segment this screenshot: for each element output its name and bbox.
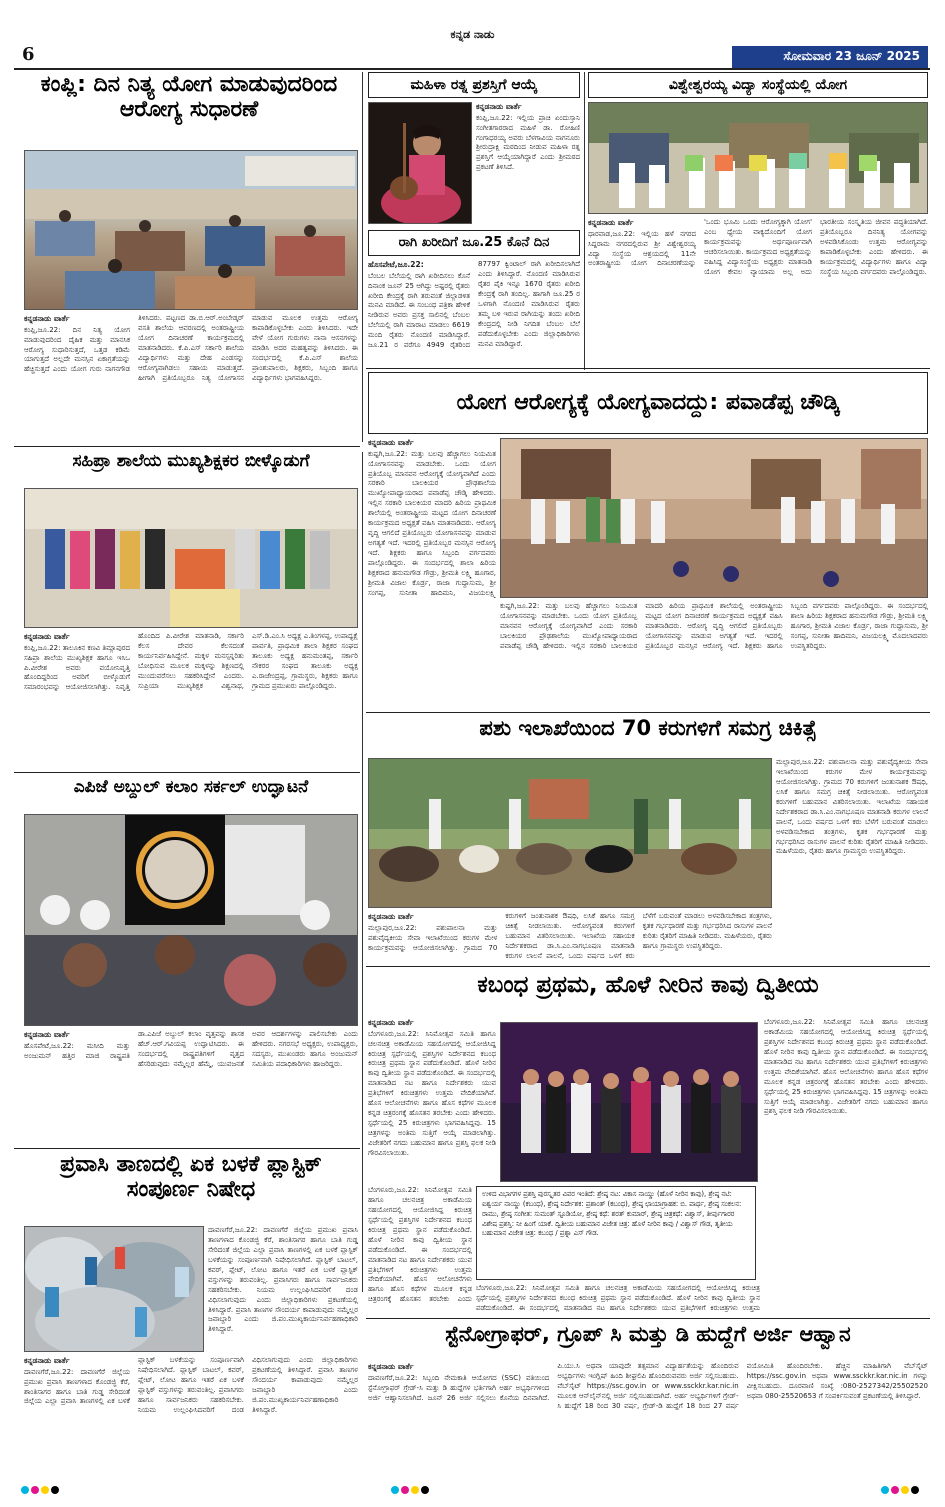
film-awards-photo	[500, 1022, 758, 1182]
headline: ಸ್ಟೆನೋಗ್ರಾಫರ್, ಗ್ರೂಪ್ ಸಿ ಮತ್ತು ಡಿ ಹುದ್ದೆಗೆ ಅರ್ಜಿ ಆಹ್ವಾನ	[445, 1322, 851, 1346]
article-body-bottom	[476, 1284, 760, 1314]
divider	[14, 1148, 360, 1149]
header-rule	[14, 68, 930, 70]
headline: ಕಬಂಧ ಪ್ರಥಮ, ಹೊಳೆ ನೀರಿನ ಕಾವು ದ್ವಿತೀಯ	[477, 972, 819, 998]
byline: ಹೊಸಪೇಟೆ,ಜೂ.22:	[368, 260, 424, 269]
byline: ಕನ್ನಡನಾಡು ವಾರ್ತೆ	[476, 102, 522, 111]
page-date: ಸೋಮವಾರ 23 ಜೂನ್ 2025	[732, 46, 928, 68]
body-text: ದಾವಣಗೆರೆ,ಜೂ.22: ದಾವಣಗೆರೆ ಜಿಲ್ಲೆಯ ಪ್ರಮುಖ ಪ್ರವಾಸಿ ತಾಣಗಳಾದ ಕೊಂಡಜ್ಜಿ ಕೆರೆ, ಶಾಂತಿಸಾಗರ ಹಾಗೂ ಬಾತಿ ಗುಡ್ಡ ಸೇರಿದಂತೆ ಜಿಲ್ಲೆಯ ಎಲ್ಲಾ ಪ್ರವಾಸಿ ತಾಣಗಳಲ್ಲಿ ಏಕ ಬಳಕೆ ಪ್ಲಾಸ್ಟಿಕ್ ಬಳಕೆಯನ್ನು ಸಂಪೂರ್ಣವಾಗಿ ನಿಷೇಧಿಸಲಾಗಿದೆ. ಪ್ಲಾಸ್ಟಿಕ್ ಬಾಟಲ್, ಕವರ್, ಪ್ಲೇಟ್, ಲೋಟ ಹಾಗೂ ಇತರೆ ಏಕ ಬಳಕೆ ಪ್ಲಾಸ್ಟಿಕ್ ವಸ್ತುಗಳನ್ನು ತರುವಂತಿಲ್ಲ. ಪ್ರವಾಸಿಗರು ಹಾಗೂ ಸಾರ್ವಜನಿಕರು ಸಹಕರಿಸಬೇಕು. ನಿಯಮ ಉಲ್ಲಂಘಿಸಿದವರಿಗೆ ದಂಡ ವಿಧಿಸಲಾಗುವುದು ಎಂದು ಜಿಲ್ಲಾಧಿಕಾರಿಗಳು ಪ್ರಕಟಣೆಯಲ್ಲಿ ತಿಳಿಸಿದ್ದಾರೆ. ಪ್ರವಾಸಿ ತಾಣಗಳ ಸೌಂದರ್ಯ ಕಾಪಾಡುವುದು ನಮ್ಮೆಲ್ಲರ ಜವಾಬ್ದಾರಿ ಎಂದು ಜಿ.ಪಂ.ಮುಖ್ಯಕಾರ್ಯನಿರ್ವಹಣಾಧಿಕಾರಿ ತಿಳಿಸಿದ್ದಾರೆ.	[208, 1226, 358, 1334]
body-text: ದಾವಣಗೆರೆ,ಜೂ.22: ದಾವಣಗೆರೆ ಜಿಲ್ಲೆಯ ಪ್ರಮುಖ ಪ್ರವಾಸಿ ತಾಣಗಳಾದ ಕೊಂಡಜ್ಜಿ ಕೆರೆ, ಶಾಂತಿಸಾಗರ ಹಾಗೂ ಬಾತಿ ಗುಡ್ಡ ಸೇರಿದಂತೆ ಜಿಲ್ಲೆಯ ಎಲ್ಲಾ ಪ್ರವಾಸಿ ತಾಣಗಳಲ್ಲಿ ಏಕ ಬಳಕೆ ಪ್ಲಾಸ್ಟಿಕ್ ಬಳಕೆಯನ್ನು ಸಂಪೂರ್ಣವಾಗಿ ನಿಷೇಧಿಸಲಾಗಿದೆ. ಪ್ಲಾಸ್ಟಿಕ್ ಬಾಟಲ್, ಕವರ್, ಪ್ಲೇಟ್, ಲೋಟ ಹಾಗೂ ಇತರೆ ಏಕ ಬಳಕೆ ಪ್ಲಾಸ್ಟಿಕ್ ವಸ್ತುಗಳನ್ನು ತರುವಂತಿಲ್ಲ. ಪ್ರವಾಸಿಗರು ಹಾಗೂ ಸಾರ್ವಜನಿಕರು ಸಹಕರಿಸಬೇಕು. ನಿಯಮ ಉಲ್ಲಂಘಿಸಿದವರಿಗೆ ದಂಡ ವಿಧಿಸಲಾಗುವುದು ಎಂದು ಜಿಲ್ಲಾಧಿಕಾರಿಗಳು ಪ್ರಕಟಣೆಯಲ್ಲಿ ತಿಳಿಸಿದ್ದಾರೆ. ಪ್ರವಾಸಿ ತಾಣಗಳ ಸೌಂದರ್ಯ ಕಾಪಾಡುವುದು ನಮ್ಮೆಲ್ಲರ ಜವಾಬ್ದಾರಿ ಎಂದು ಜಿ.ಪಂ.ಮುಖ್ಯಕಾರ್ಯನಿರ್ವಹಣಾಧಿಕಾರಿ ತಿಳಿಸಿದ್ದಾರೆ.	[24, 1356, 358, 1414]
body-text: ಕುಷ್ಟಗಿ,ಜೂ.22: ಮತ್ತು ಬಲವು ಹೆಚ್ಚಾಗಲು ನಿಯಮಿತ ಯೋಗಾಸನವನ್ನು ಮಾಡಬೇಕು. ಒಂದು ಯೋಗ ಪ್ರತಿಯೊಬ್ಬ ಮಾನವನ ಆರೋಗ್ಯಕ್ಕೆ ಯೋಗ್ಯವಾಗಿದೆ ಎಂದು ಸರಕಾರಿ ಬಾಲಕಿಯರ ಪ್ರೌಢಶಾಲೆಯ ಮುಖ್ಯೋಪಾಧ್ಯಾಯರಾದ ಪವಾಡೆಪ್ಪ ಚೌಡ್ಕಿ ಹೇಳಿದರು. ಇಲ್ಲಿನ ಸರಕಾರಿ ಬಾಲಕಿಯರ ಮಾದರಿ ಹಿರಿಯ ಪ್ರಾಥಮಿಕ ಶಾಲೆಯಲ್ಲಿ ಅಂತರಾಷ್ಟ್ರೀಯ ಮಟ್ಟದ ಯೋಗ ದಿನಾಚರಣೆ ಕಾರ್ಯಕ್ರಮದ ಅಧ್ಯಕ್ಷತೆ ವಹಿಸಿ ಮಾತನಾಡಿದರು. ಆರೋಗ್ಯ ವೃದ್ಧಿ ಆಗಲಿದೆ ಪ್ರತಿಯೊಬ್ಬರು ಯೋಗಾಸನವನ್ನು ಮಾಡುವ ಅಗತ್ಯತೆ ಇದೆ. ಇದರಲ್ಲಿ ಪ್ರತಿಯೊಬ್ಬರ ಮನಸ್ಸಿನ ಆರೋಗ್ಯ ಇದೆ. ಶಿಕ್ಷಕರು ಹಾಗೂ ಸಿಬ್ಬಂದಿ ವರ್ಗದವರು ಪಾಲ್ಗೊಂಡಿದ್ದರು. ಈ ಸಂದರ್ಭದಲ್ಲಿ ಶಾಲಾ ಹಿರಿಯ ಶಿಕ್ಷಕರಾದ ಹನುಮಗೌಡ ಗೌಡ್ರು, ಶ್ರೀಮತಿ ಲಕ್ಷ್ಮಿ ಹೂಗಾರ, ಶ್ರೀಮತಿ ವಿಜಾಲ ಕೊರ್ಡ್ರ, ರಾಜಾ ಗುದ್ದಾಸುಮ, ಶ್ರೀ ಸಂಗಪ್ಪ, ಸುನೀತಾ ಹಾದಿಮನಿ, ವಿಜಯಲಕ್ಷ್ಮಿ ಮೊದಲಾದವರು ಉಪಸ್ಥಿತರಿದ್ದರು.	[500, 602, 928, 650]
body-text: ಬೆಂಗಳೂರು,ಜೂ.22: ಸಿನಿಮೋತ್ಸವ ಸಮಿತಿ ಹಾಗೂ ಚಲನಚಿತ್ರ ಅಕಾಡೆಮಿಯ ಸಹಯೋಗದಲ್ಲಿ ಆಯೋಜಿಸಿದ್ದ ಕಿರುಚಿತ್ರ ಸ್ಪರ್ಧೆಯಲ್ಲಿ ಪ್ರಶಸ್ತಿಗಳ ನಿರ್ದೇಶನದ ಕಬಂಧ ಕಿರುಚಿತ್ರ ಪ್ರಥಮ ಸ್ಥಾನ ಪಡೆದುಕೊಂಡಿದೆ. ಹೊಳೆ ನೀರಿನ ಕಾವು ದ್ವಿತೀಯ ಸ್ಥಾನ ಪಡೆದುಕೊಂಡಿದೆ. ಈ ಸಂದರ್ಭದಲ್ಲಿ ಮಾತನಾಡಿದ ನಟ ಹಾಗೂ ನಿರ್ದೇಶಕರು ಯುವ ಪ್ರತಿಭೆಗಳಿಗೆ ಕಿರುಚಿತ್ರಗಳು ಉತ್ತಮ	[476, 1284, 760, 1312]
article-body-col1b	[368, 1186, 472, 1314]
article-body-side	[764, 1018, 928, 1314]
body-text: ಕಂಪ್ಲಿ,ಜೂ.22: ತಾಲೂಕಿನ ಕಣವಿ ತಿಮ್ಲಾಪುರದ ಸಹಿಪ್ರಾ ಶಾಲೆಯ ಮುಖ್ಯಶಿಕ್ಷಕ ಹಾಗೂ ಇಸಿಒ ಪಿ.ವೀರೇಶ ಅವರು ವಯೋನಿವೃತ್ತಿ ಹೊಂದಿದ್ದರಿಂದ ಅವರಿಗೆ ಬೀಳ್ಕೊಡುಗೆ ಸಮಾರಂಭವನ್ನು ಆಯೋಜಿಸಲಾಗಿತ್ತು. ನಿವೃತ್ತಿ ಹೊಂದಿದ ಪಿ.ವೀರೇಶ ಮಾತನಾಡಿ, ಸರ್ಕಾರಿ ಕೆಲಸ ದೇವರ ಕೆಲಸದಂತೆ ಕಾರ್ಯನಿರ್ವಹಿಸಿದ್ದೇನೆ. ಮಕ್ಕಳ ಮನಸ್ಸನ್ನರಿತು ಬೋಧಿಸುವ ಮೂಲಕ ಮಕ್ಕಳನ್ನು ಶಿಕ್ಷಣದಲ್ಲಿ ಮುಂದುವರೆಸಲು ಸಹಕರಿಸಿದ್ದೇನೆ ಎಂದರು. ಸುಪ್ರಿಯಾ ಮುಖ್ಯಶಿಕ್ಷಕ ವಿಶ್ವನಾಥ, ಎಸ್.ಡಿ.ಎಂ.ಸಿ ಅಧ್ಯಕ್ಷ ಎ.ತಿಂಗಳಪ್ಪ, ಉಪಾಧ್ಯಕ್ಷೆ ಪಾರ್ವತಿ, ಪ್ರಾಥಮಿಕ ಶಾಲಾ ಶಿಕ್ಷಕರ ಸಂಘದ ತಾಲೂಕು ಅಧ್ಯಕ್ಷ ಹನುಮಂತಪ್ಪ, ಸರ್ಕಾರಿ ನೌಕರರ ಸಂಘದ ತಾಲೂಕು ಅಧ್ಯಕ್ಷ ಎ.ರಾಜೇಂದ್ರಪ್ಪ, ಗ್ರಾಮಸ್ಥರು, ಶಿಕ್ಷಕರು ಹಾಗೂ ಗ್ರಾಮದ ಪ್ರಮುಖರು ಪಾಲ್ಗೊಂಡಿದ್ದರು.	[24, 632, 358, 692]
headline: ಎಪಿಜೆ ಅಬ್ದುಲ್ ಕಲಾಂ ಸರ್ಕಲ್ ಉದ್ಘಾಟನೆ	[73, 778, 309, 797]
article-body-side	[208, 1226, 358, 1352]
plastic-waste-photo	[24, 1226, 204, 1352]
body-text: ಬೆಂಗಳೂರು,ಜೂ.22: ಸಿನಿಮೋತ್ಸವ ಸಮಿತಿ ಹಾಗೂ ಚಲನಚಿತ್ರ ಅಕಾಡೆಮಿಯ ಸಹಯೋಗದಲ್ಲಿ ಆಯೋಜಿಸಿದ್ದ ಕಿರುಚಿತ್ರ ಸ್ಪರ್ಧೆಯಲ್ಲಿ ಪ್ರಶಸ್ತಿಗಳ ನಿರ್ದೇಶನದ ಕಬಂಧ ಕಿರುಚಿತ್ರ ಪ್ರಥಮ ಸ್ಥಾನ ಪಡೆದುಕೊಂಡಿದೆ. ಹೊಳೆ ನೀರಿನ ಕಾವು ದ್ವಿತೀಯ ಸ್ಥಾನ ಪಡೆದುಕೊಂಡಿದೆ. ಈ ಸಂದರ್ಭದಲ್ಲಿ ಮಾತನಾಡಿದ ನಟ ಹಾಗೂ ನಿರ್ದೇಶಕರು ಯುವ ಪ್ರತಿಭೆಗಳಿಗೆ ಕಿರುಚಿತ್ರಗಳು ಉತ್ತಮ ವೇದಿಕೆಯಾಗಿವೆ. ಹೊಸ ಆಲೋಚನೆಗಳು ಹಾಗೂ ಹೊಸ ಕಥೆಗಳ ಮೂಲಕ ಕನ್ನಡ ಚಿತ್ರರಂಗಕ್ಕೆ ಹೊಸತನ ತರಬೇಕು ಎಂದು	[368, 1186, 472, 1304]
byline: ಕನ್ನಡನಾಡು ವಾರ್ತೆ	[368, 912, 414, 921]
color-registration-marks	[20, 1484, 60, 1496]
body-text: ಹೊಸಪೇಟೆ,ಜೂ.22: ಮಸೀದಿ ಮತ್ತು ಅಂಜುಮನ್ ಹತ್ತಿರ ಮಾಜಿ ರಾಷ್ಟ್ರಪತಿ ಡಾ.ಎಪಿಜೆ ಅಬ್ದುಲ್ ಕಲಾಂ ವೃತ್ತವನ್ನು ಶಾಸಕ ಹೆಚ್.ಆರ್.ಗವಿಯಪ್ಪ ಉದ್ಘಾಟಿಸಿದರು. ಈ ಸಂದರ್ಭದಲ್ಲಿ ರಾಷ್ಟ್ರಪತಿಗಳಿಗೆ ವೃತ್ತದ ಹೆಸರಿಡುವುದು ನಮ್ಮೆಲ್ಲರ ಹೆಮ್ಮೆ, ಯುವಜನತೆ ಅವರ ಆದರ್ಶಗಳನ್ನು ಪಾಲಿಸಬೇಕು ಎಂದು ಹೇಳಿದರು. ನಗರಸಭೆ ಅಧ್ಯಕ್ಷರು, ಉಪಾಧ್ಯಕ್ಷರು, ಸದಸ್ಯರು, ಮುಖಂಡರು ಹಾಗೂ ಅಂಜುಮನ್ ಸಮಿತಿಯ ಪದಾಧಿಕಾರಿಗಳು ಹಾಜರಿದ್ದರು.	[24, 1030, 358, 1068]
yoga-ground-photo	[24, 150, 358, 310]
caption-text: ಉಳಿದ ವಿಭಾಗಗಳ ಪ್ರಶಸ್ತಿ ಪುರಸ್ಕೃತರ ವಿವರ ಇಂತಿದೆ: ಶ್ರೇಷ್ಠ ನಟ: ವಿಕಾಸ ನಾಯ್ಡು (ಹೊಳೆ ನೀರಿನ ಕಾವು), ಶ್ರೇಷ್ಠ ನಟಿ: ಐಶ್ವರ್ಯ ನಾಯ್ಡು (ಕಬಂಧ), ಶ್ರೇಷ್ಠ ನಿರ್ದೇಶಕ: ಪ್ರಶಾಂತ್ (ಕಬಂಧ), ಶ್ರೇಷ್ಠ ಛಾಯಾಗ್ರಾಹಕ: ಬಿ. ಪಾರ್ಥ, ಶ್ರೇಷ್ಠ ಸಂಕಲನ: ರಾಮು, ಶ್ರೇಷ್ಠ ಸಂಗೀತ: ಸುಮಂತ್ ಸ್ಟೂಡಿಯೋ, ಶ್ರೇಷ್ಠ ಕಥೆ: ಶರತ್ ಕುಮಾರ್, ಶ್ರೇಷ್ಠ ಚಿತ್ರಕಥೆ: ವಿಶ್ವಾಸ್, ತೀರ್ಪುಗಾರರ ವಿಶೇಷ ಪ್ರಶಸ್ತಿ: ನೀ ಹಿಂಗೆ ಯಾಕೆ. ದ್ವಿತೀಯ ಬಹುಮಾನ ವಿಜೇತ ಚಿತ್ರ: ಹೊಳೆ ನೀರಿನ ಕಾವು / ವಿಶ್ವಾಸ್ ಗೌಡ, ತೃತೀಯ ಬಹುಮಾನ ವಿಜೇತ ಚಿತ್ರ: ಕಬಂಧ / ಪ್ರಶ್ನಾ ಎಸ್ ಗೌಡ.	[482, 1190, 742, 1238]
headline: ವಿಶ್ವೇಶ್ವರಯ್ಯ ವಿದ್ಯಾ ಸಂಸ್ಥೆಯಲ್ಲಿ ಯೋಗ	[588, 72, 928, 98]
article-body	[24, 1030, 358, 1144]
students-yoga-photo	[588, 102, 928, 214]
color-registration-marks	[880, 1484, 920, 1496]
article-body	[368, 912, 772, 964]
article-body	[588, 218, 928, 366]
body-text: ಬೆಂಗಳೂರು,ಜೂ.22: ಸಿನಿಮೋತ್ಸವ ಸಮಿತಿ ಹಾಗೂ ಚಲನಚಿತ್ರ ಅಕಾಡೆಮಿಯ ಸಹಯೋಗದಲ್ಲಿ ಆಯೋಜಿಸಿದ್ದ ಕಿರುಚಿತ್ರ ಸ್ಪರ್ಧೆಯಲ್ಲಿ ಪ್ರಶಸ್ತಿಗಳ ನಿರ್ದೇಶನದ ಕಬಂಧ ಕಿರುಚಿತ್ರ ಪ್ರಥಮ ಸ್ಥಾನ ಪಡೆದುಕೊಂಡಿದೆ. ಹೊಳೆ ನೀರಿನ ಕಾವು ದ್ವಿತೀಯ ಸ್ಥಾನ ಪಡೆದುಕೊಂಡಿದೆ. ಈ ಸಂದರ್ಭದಲ್ಲಿ ಮಾತನಾಡಿದ ನಟ ಹಾಗೂ ನಿರ್ದೇಶಕರು ಯುವ ಪ್ರತಿಭೆಗಳಿಗೆ ಕಿರುಚಿತ್ರಗಳು ಉತ್ತಮ ವೇದಿಕೆಯಾಗಿವೆ. ಹೊಸ ಆಲೋಚನೆಗಳು ಹಾಗೂ ಹೊಸ ಕಥೆಗಳ ಮೂಲಕ ಕನ್ನಡ ಚಿತ್ರರಂಗಕ್ಕೆ ಹೊಸತನ ತರಬೇಕು ಎಂದು ಹೇಳಿದರು. ಸ್ಪರ್ಧೆಯಲ್ಲಿ 25 ಕಿರುಚಿತ್ರಗಳು ಭಾಗವಹಿಸಿದ್ದವು. 15 ಚಿತ್ರಗಳನ್ನು ಅಂತಿಮ ಸುತ್ತಿಗೆ ಆಯ್ಕೆ ಮಾಡಲಾಗಿತ್ತು. ವಿಜೇತರಿಗೆ ನಗದು ಬಹುಮಾನ ಹಾಗೂ ಪ್ರಶಸ್ತಿ ಫಲಕ ನೀಡಿ ಗೌರವಿಸಲಾಯಿತು.	[764, 1018, 928, 1116]
body-text: ಕಂಪ್ಲಿ,ಜೂ.22: ದಿನ ನಿತ್ಯ ಯೋಗ ಮಾಡುವುದರಿಂದ ದೈಹಿಕ ಮತ್ತು ಮಾನಸಿಕ ಆರೋಗ್ಯ ಸುಧಾರಿಸುತ್ತದೆ, ಒತ್ತಡ ಕಡಿಮೆ ಯಾಗುತ್ತದೆ ಅಲ್ಲದೇ ಮನಸ್ಸಿನ ಏಕಾಗ್ರತೆಯನ್ನು ಹೆಚ್ಚಿಸುತ್ತದೆ ಎಂದು ಯೋಗ ಗುರು ನಾಗನಗೌಡ ತಿಳಿಸಿದರು. ಪಟ್ಟಣದ ಡಾ.ಬಿ.ಆರ್.ಅಂಬೇಡ್ಕರ್ ವಸತಿ ಶಾಲೆಯ ಆವರಣದಲ್ಲಿ ಅಂತರಾಷ್ಟ್ರೀಯ ಯೋಗ ದಿನಾಚರಣೆ ಕಾರ್ಯಕ್ರಮದಲ್ಲಿ ಮಾತನಾಡಿದರು. ಕೆ.ಪಿ.ಎಸ್ ಸರ್ಕಾರಿ ಶಾಲೆಯ ವಿದ್ಯಾರ್ಥಿಗಳು ಮತ್ತು ದೇಹ ಎಂಡಸನ್ನು ಆರೋಗ್ಯವಾಗಿಡಲು ಸಹಾಯ ಮಾಡುತ್ತದೆ. ಹೀಗಾಗಿ ಪ್ರತಿಯೊಬ್ಬರೂ ನಿತ್ಯ ಯೋಗಾಸನ ಮಾಡುವ ಮೂಲಕ ಉತ್ತಮ ಆರೋಗ್ಯ ಕಾಪಾಡಿಕೊಳ್ಳಬೇಕು ಎಂದು ತಿಳಿಸಿದರು. ಇದೇ ವೇಳೆ ಯೋಗ ಗುರುಗಳು ನಾನಾ ಆಸನಗಳನ್ನು ಮಾಡಿಸಿ ಅದರ ಮಹತ್ವವನ್ನು ತಿಳಿಸಿದರು. ಈ ಸಂದರ್ಭದಲ್ಲಿ ಕೆ.ಪಿ.ಎಸ್ ಶಾಲೆಯ ಪ್ರಾಂಶುಪಾಲರು, ಶಿಕ್ಷಕರು, ಸಿಬ್ಬಂದಿ ಹಾಗೂ ವಿದ್ಯಾರ್ಥಿಗಳು ಭಾಗವಹಿಸಿದ್ದರು.	[24, 314, 358, 382]
headline: ಪ್ರವಾಸಿ ತಾಣದಲ್ಲಿ ಏಕ ಬಳಕೆ ಪ್ಲಾಸ್ಟಿಕ್ ಸಂಪೂರ್ಣ ನಿಷೇಧ	[60, 1152, 322, 1203]
headline: ಮಹಿಳಾ ರತ್ನ ಪ್ರಶಸ್ತಿಗೆ ಆಯ್ಕೆ	[368, 72, 580, 98]
headline: ಯೋಗ ಆರೋಗ್ಯಕ್ಕೆ ಯೋಗ್ಯವಾದದ್ದು: ಪವಾಡೆಪ್ಪ ಚೌಡ್ಕಿ	[368, 372, 928, 434]
article-body	[368, 260, 580, 366]
felicitation-photo	[24, 488, 358, 628]
divider	[366, 966, 930, 967]
divider	[584, 72, 585, 370]
headline: ಕಂಪ್ಲಿ: ದಿನ ನಿತ್ಯ ಯೋಗ ಮಾಡುವುದರಿಂದ ಆರೋಗ್ಯ ಸುಧಾರಣೆ	[40, 72, 338, 123]
headline: ಪಶು ಇಲಾಖೆಯಿಂದ 70 ಕರುಗಳಿಗೆ ಸಮಗ್ರ ಚಿಕಿತ್ಸೆ	[479, 716, 817, 740]
divider	[366, 368, 930, 369]
divider	[14, 772, 360, 773]
page-number: 6	[22, 44, 35, 65]
divider	[366, 712, 930, 713]
body-text: ಬೆಂಗಳೂರು,ಜೂ.22: ಸಿನಿಮೋತ್ಸವ ಸಮಿತಿ ಹಾಗೂ ಚಲನಚಿತ್ರ ಅಕಾಡೆಮಿಯ ಸಹಯೋಗದಲ್ಲಿ ಆಯೋಜಿಸಿದ್ದ ಕಿರುಚಿತ್ರ ಸ್ಪರ್ಧೆಯಲ್ಲಿ ಪ್ರಶಸ್ತಿಗಳ ನಿರ್ದೇಶನದ ಕಬಂಧ ಕಿರುಚಿತ್ರ ಪ್ರಥಮ ಸ್ಥಾನ ಪಡೆದುಕೊಂಡಿದೆ. ಹೊಳೆ ನೀರಿನ ಕಾವು ದ್ವಿತೀಯ ಸ್ಥಾನ ಪಡೆದುಕೊಂಡಿದೆ. ಈ ಸಂದರ್ಭದಲ್ಲಿ ಮಾತನಾಡಿದ ನಟ ಹಾಗೂ ನಿರ್ದೇಶಕರು ಯುವ ಪ್ರತಿಭೆಗಳಿಗೆ ಕಿರುಚಿತ್ರಗಳು ಉತ್ತಮ ವೇದಿಕೆಯಾಗಿವೆ. ಹೊಸ ಆಲೋಚನೆಗಳು ಹಾಗೂ ಹೊಸ ಕಥೆಗಳ ಮೂಲಕ ಕನ್ನಡ ಚಿತ್ರರಂಗಕ್ಕೆ ಹೊಸತನ ತರಬೇಕು ಎಂದು ಹೇಳಿದರು. ಸ್ಪರ್ಧೆಯಲ್ಲಿ 25 ಕಿರುಚಿತ್ರಗಳು ಭಾಗವಹಿಸಿದ್ದವು. 15 ಚಿತ್ರಗಳನ್ನು ಅಂತಿಮ ಸುತ್ತಿಗೆ ಆಯ್ಕೆ ಮಾಡಲಾಗಿತ್ತು. ವಿಜೇತರಿಗೆ ನಗದು ಬಹುಮಾನ ಹಾಗೂ ಪ್ರಶಸ್ತಿ ಫಲಕ ನೀಡಿ ಗೌರವಿಸಲಾಯಿತು.	[368, 1029, 496, 1157]
byline: ಕನ್ನಡನಾಡು ವಾರ್ತೆ	[24, 1030, 70, 1039]
byline: ಕನ್ನಡನಾಡು ವಾರ್ತೆ	[368, 1018, 414, 1027]
headline: ರಾಗಿ ಖರೀದಿಗೆ ಜೂ.25 ಕೊನೆ ದಿನ	[368, 230, 580, 256]
article-body-col1	[368, 438, 496, 598]
article-body	[476, 102, 580, 224]
color-registration-marks	[390, 1484, 430, 1496]
article-body	[368, 1362, 928, 1474]
body-text: ಬೆಂಬಲ ಬೆಲೆಯಲ್ಲಿ ರಾಗಿ ಖರೀದಿಸಲು ಕೊನೆ ದಿನಾಂಕ ಜೂನ್ 25 ಆಗಿದ್ದು ಅಷ್ಟರಲ್ಲಿ ರೈತರು ಖರೀದಿ ಕೇಂದ್ರಕ್ಕೆ ರಾಗಿ ತರುವಂತೆ ಜಿಲ್ಲಾಡಳಿತ ಮನವಿ ಮಾಡಿದೆ. ಈ ಸಂಬಂಧ ಪತ್ರಿಕಾ ಹೇಳಿಕೆ ನೀಡಿರುವ ಅವರು ಪ್ರಸಕ್ತ ಸಾಲಿನಲ್ಲಿ ಬೆಂಬಲ ಬೆಲೆಯಲ್ಲಿ ರಾಗಿ ಮಾರಾಟ ಮಾಡಲು 6619 ಮಂದಿ ರೈತರು ನೊಂದಣಿ ಮಾಡಿಸಿದ್ದಾರೆ. ಜೂ.21 ರ ವರೆಗೂ 4949 ರೈತರಿಂದ 87797 ಕ್ವಿಂಟಾಲ್ ರಾಗಿ ಖರೀದಿಸಲಾಗಿದೆ ಎಂದು ತಿಳಿಸಿದ್ದಾರೆ. ನೊಂದಣಿ ಮಾಡಿಸಿರುವ ರೈತರ ಪೈಕಿ ಇನ್ನೂ 1670 ರೈತರು ಖರೀದಿ ಕೇಂದ್ರಕ್ಕೆ ರಾಗಿ ತಂದಿಲ್ಲ. ಹಾಗಾಗಿ ಜೂ.25 ರ ಒಳಗಾಗಿ ನೊಂದಣಿ ಮಾಡಿಸಿರುವ ರೈತರು ತಮ್ಮ ಬಳಿ ಇರುವ ರಾಗಿಯನ್ನು ತಂದು ಖರೀದಿ ಕೇಂದ್ರದಲ್ಲಿ ನೀಡಿ ನಿಗದಿತ ಬೆಂಬಲ ಬೆಲೆ ಪಡೆದುಕೊಳ್ಳಬೇಕು ಎಂದು ಜಿಲ್ಲಾಧಿಕಾರಿಗಳು ಮನವಿ ಮಾಡಿದ್ದಾರೆ.	[368, 260, 580, 350]
cattle-photo	[368, 758, 772, 908]
body-text: ಮಲ್ಲಾಪುರ,ಜೂ.22: ಪಶುಪಾಲನಾ ಮತ್ತು ಪಶುವೈದ್ಯಕೀಯ ಸೇವಾ ಇಲಾಖೆಯಿಂದ ಕರುಗಳ ಮೇಳ ಕಾರ್ಯಕ್ರಮವನ್ನು ಆಯೋಜಿಸಲಾಗಿತ್ತು. ಗ್ರಾಮದ 70 ಕರುಗಳಿಗೆ ಜಂತುನಾಶಕ ಔಷಧಿ, ಲಸಿಕೆ ಹಾಗೂ ಸಮಗ್ರ ಚಿಕಿತ್ಸೆ ನೀಡಲಾಯಿತು. ಆರೋಗ್ಯವಂತ ಕರುಗಳಿಗೆ ಬಹುಮಾನ ವಿತರಿಸಲಾಯಿತು. ಇಲಾಖೆಯ ಸಹಾಯಕ ನಿರ್ದೇಶಕರಾದ ಡಾ.ಸಿ.ಎಂ.ನಾಗಭೂಷಣ ಮಾತನಾಡಿ ಕರುಗಳ ಲಾಲನೆ ಪಾಲನೆ, ಒಂದು ವರ್ಷದ ಒಳಗೆ ಕರು ಬೆಳೆಗೆ ಬರುವಂತೆ ಮಾಡಲು ಅಳವಡಿಸಬೇಕಾದ ತಂತ್ರಗಳು, ಕೃತಕ ಗರ್ಭಧಾರಣೆ ಮತ್ತು ಗರ್ಭಧರಿಸಿದ ರಾಸುಗಳ ಪಾಲನೆ ಕುರಿತು ರೈತರಿಗೆ ಮಾಹಿತಿ ನೀಡಿದರು. ಮಹಿಳೆಯರು, ರೈತರು ಹಾಗೂ ಗ್ರಾಮಸ್ಥರು ಉಪಸ್ಥಿತರಿದ್ದರು.	[368, 912, 772, 960]
divider	[14, 446, 360, 447]
article-body	[24, 1356, 358, 1474]
masthead: ಕನ್ನಡ ನಾಡು	[450, 28, 495, 41]
byline: ಕನ್ನಡನಾಡು ವಾರ್ತೆ	[24, 314, 70, 323]
body-text: ಮಲ್ಲಾಪುರ,ಜೂ.22: ಪಶುಪಾಲನಾ ಮತ್ತು ಪಶುವೈದ್ಯಕೀಯ ಸೇವಾ ಇಲಾಖೆಯಿಂದ ಕರುಗಳ ಮೇಳ ಕಾರ್ಯಕ್ರಮವನ್ನು ಆಯೋಜಿಸಲಾಗಿತ್ತು. ಗ್ರಾಮದ 70 ಕರುಗಳಿಗೆ ಜಂತುನಾಶಕ ಔಷಧಿ, ಲಸಿಕೆ ಹಾಗೂ ಸಮಗ್ರ ಚಿಕಿತ್ಸೆ ನೀಡಲಾಯಿತು. ಆರೋಗ್ಯವಂತ ಕರುಗಳಿಗೆ ಬಹುಮಾನ ವಿತರಿಸಲಾಯಿತು. ಇಲಾಖೆಯ ಸಹಾಯಕ ನಿರ್ದೇಶಕರಾದ ಡಾ.ಸಿ.ಎಂ.ನಾಗಭೂಷಣ ಮಾತನಾಡಿ ಕರುಗಳ ಲಾಲನೆ ಪಾಲನೆ, ಒಂದು ವರ್ಷದ ಒಳಗೆ ಕರು ಬೆಳೆಗೆ ಬರುವಂತೆ ಮಾಡಲು ಅಳವಡಿಸಬೇಕಾದ ತಂತ್ರಗಳು, ಕೃತಕ ಗರ್ಭಧಾರಣೆ ಮತ್ತು ಗರ್ಭಧರಿಸಿದ ರಾಸುಗಳ ಪಾಲನೆ ಕುರಿತು ರೈತರಿಗೆ ಮಾಹಿತಿ ನೀಡಿದರು. ಮಹಿಳೆಯರು, ರೈತರು ಹಾಗೂ ಗ್ರಾಮಸ್ಥರು ಉಪಸ್ಥಿತರಿದ್ದರು.	[776, 758, 928, 856]
byline: ಕನ್ನಡನಾಡು ವಾರ್ತೆ	[24, 632, 70, 641]
body-text: ಕಂಪ್ಲಿ,ಜೂ.22: ಇಲ್ಲಿಯ ಪ್ರಾಚಿ ಏಂದುಸ್ತಾನಿ ಸಂಗೀತಗಾರರಾದ ಮಹಿಳೆ ಡಾ. ರೋಹಿಣಿ ಗಂಗಾಧರಯ್ಯ ಅವರು ಬೆಳಗಾವಿಯ ನಾಗನೂರು ಶ್ರೀರುದ್ರಾಕ್ಷಿ ಮಠದಿಂದ ನೀಡುವ ಮಹಿಳಾ ರತ್ನ ಪ್ರಶಸ್ತಿಗೆ ಆಯ್ಕೆಯಾಗಿದ್ದಾರೆ ಎಂದು ಶ್ರೀಮಠದ ಪ್ರಕಟಣೆ ತಿಳಿಸಿದೆ.	[476, 113, 580, 172]
body-text: ಕುಷ್ಟಗಿ,ಜೂ.22: ಮತ್ತು ಬಲವು ಹೆಚ್ಚಾಗಲು ನಿಯಮಿತ ಯೋಗಾಸನವನ್ನು ಮಾಡಬೇಕು. ಒಂದು ಯೋಗ ಪ್ರತಿಯೊಬ್ಬ ಮಾನವನ ಆರೋಗ್ಯಕ್ಕೆ ಯೋಗ್ಯವಾಗಿದೆ ಎಂದು ಸರಕಾರಿ ಬಾಲಕಿಯರ ಪ್ರೌಢಶಾಲೆಯ ಮುಖ್ಯೋಪಾಧ್ಯಾಯರಾದ ಪವಾಡೆಪ್ಪ ಚೌಡ್ಕಿ ಹೇಳಿದರು. ಇಲ್ಲಿನ ಸರಕಾರಿ ಬಾಲಕಿಯರ ಮಾದರಿ ಹಿರಿಯ ಪ್ರಾಥಮಿಕ ಶಾಲೆಯಲ್ಲಿ ಅಂತರಾಷ್ಟ್ರೀಯ ಮಟ್ಟದ ಯೋಗ ದಿನಾಚರಣೆ ಕಾರ್ಯಕ್ರಮದ ಅಧ್ಯಕ್ಷತೆ ವಹಿಸಿ ಮಾತನಾಡಿದರು. ಆರೋಗ್ಯ ವೃದ್ಧಿ ಆಗಲಿದೆ ಪ್ರತಿಯೊಬ್ಬರು ಯೋಗಾಸನವನ್ನು ಮಾಡುವ ಅಗತ್ಯತೆ ಇದೆ. ಇದರಲ್ಲಿ ಪ್ರತಿಯೊಬ್ಬರ ಮನಸ್ಸಿನ ಆರೋಗ್ಯ ಇದೆ. ಶಿಕ್ಷಕರು ಹಾಗೂ ಸಿಬ್ಬಂದಿ ವರ್ಗದವರು ಪಾಲ್ಗೊಂಡಿದ್ದರು. ಈ ಸಂದರ್ಭದಲ್ಲಿ ಶಾಲಾ ಹಿರಿಯ ಶಿಕ್ಷಕರಾದ ಹನುಮಗೌಡ ಗೌಡ್ರು, ಶ್ರೀಮತಿ ಲಕ್ಷ್ಮಿ ಹೂಗಾರ, ಶ್ರೀಮತಿ ವಿಜಾಲ ಕೊರ್ಡ್ರ, ರಾಜಾ ಗುದ್ದಾಸುಮ, ಶ್ರೀ ಸಂಗಪ್ಪ, ಸುನೀತಾ ಹಾದಿಮನಿ, ವಿಜಯಲಕ್ಷ್ಮಿ	[368, 449, 496, 597]
byline: ಕನ್ನಡನಾಡು ವಾರ್ತೆ	[368, 1362, 414, 1371]
musician-photo	[368, 102, 472, 224]
divider	[362, 72, 363, 442]
article-body	[24, 314, 358, 442]
headline: ಸಹಿಪ್ರಾ ಶಾಲೆಯ ಮುಖ್ಯಶಿಕ್ಷಕರ ಬೀಳ್ಕೊಡುಗೆ	[72, 452, 310, 471]
divider	[366, 1318, 930, 1319]
kalam-circle-photo	[24, 814, 358, 1026]
byline: ಕನ್ನಡನಾಡು ವಾರ್ತೆ	[24, 1356, 70, 1365]
byline: ಕನ್ನಡನಾಡು ವಾರ್ತೆ	[588, 218, 634, 227]
article-body-cont	[500, 602, 928, 708]
article-body-side	[776, 758, 928, 908]
divider	[362, 452, 363, 1292]
school-yoga-photo	[500, 438, 928, 598]
awards-caption	[476, 1186, 756, 1280]
body-text: ಧಾರವಾಡ,ಜೂ.22: ಇಲ್ಲಿಯ ಹಳೆ ನಗರದ ಸಿದ್ದರಾಮ ನಗರದಲ್ಲಿರುವ ಶ್ರೀ ವಿಶ್ವೇಶ್ವರಯ್ಯ ವಿದ್ಯಾ ಸಂಸ್ಥೆಯ ಆಶ್ರಯದಲ್ಲಿ 11ನೇ ಅಂತರಾಷ್ಟ್ರೀಯ ಯೋಗ ದಿನಾಚರಣೆಯನ್ನು 'ಒಂದು ಭೂಮಿ ಒಂದು ಆರೋಗ್ಯಕ್ಕಾಗಿ ಯೋಗ' ಎಂಬ ಧ್ಯೇಯ ವಾಕ್ಯದೊಂದಿಗೆ ಯೋಗ ಕಾರ್ಯಕ್ರಮವನ್ನು ಅರ್ಥಪೂರ್ಣವಾಗಿ ಆಚರಿಸಲಾಯಿತು. ಕಾರ್ಯಕ್ರಮದ ಅಧ್ಯಕ್ಷತೆಯನ್ನು ವಹಿಸಿದ್ದ ವಿದ್ಯಾಸಂಸ್ಥೆಯ ಅಧ್ಯಕ್ಷರು ಮಾತನಾಡಿ ಯೋಗ ಕೇವಲ ವ್ಯಾಯಾಮ ಅಲ್ಲ ಅದು ಭಾರತೀಯ ಸಂಸ್ಕೃತಿಯ ಜೀವನ ಪದ್ಧತಿಯಾಗಿದೆ. ಪ್ರತಿಯೊಬ್ಬರೂ ದಿನನಿತ್ಯ ಯೋಗವನ್ನು ಅಳವಡಿಸಿಕೊಂಡು ಉತ್ತಮ ಆರೋಗ್ಯವನ್ನು ಕಾಪಾಡಿಕೊಳ್ಳಬೇಕು ಎಂದು ಹೇಳಿದರು. ಈ ಕಾರ್ಯಕ್ರಮದಲ್ಲಿ ವಿದ್ಯಾರ್ಥಿಗಳು ಹಾಗೂ ವಿದ್ಯಾ ಸಂಸ್ಥೆಯ ಸಿಬ್ಬಂದಿ ವರ್ಗದವರು ಪಾಲ್ಗೊಂಡಿದ್ದರು.	[588, 218, 928, 276]
article-body	[24, 632, 358, 768]
byline: ಕನ್ನಡನಾಡು ವಾರ್ತೆ	[368, 438, 414, 447]
body-text: ದಾವಣಗೆರೆ,ಜೂ.22: ಸಿಬ್ಬಂದಿ ನೇಮಕಾತಿ ಆಯೋಗದ (SSC) ವತಿಯಿಂದ ಸ್ಟೆನೋಗ್ರಾಫರ್ ಗ್ರೇಡ್-ಸಿ ಮತ್ತು ಡಿ ಹುದ್ದೆಗಳ ಭರ್ತಿಗಾಗಿ ಅರ್ಹ ಅಭ್ಯರ್ಥಿಗಳಿಂದ ಅರ್ಜಿ ಆಹ್ವಾನಿಸಲಾಗಿದೆ. ಜೂನ್ 26 ಅರ್ಜಿ ಸಲ್ಲಿಸಲು ಕೊನೆಯ ದಿನವಾಗಿದೆ. ಪಿ.ಯು.ಸಿ ಅಥವಾ ಯಾವುದೇ ತತ್ಸಮಾನ ವಿದ್ಯಾರ್ಹತೆಯನ್ನು ಹೊಂದಿರುವ ಅಭ್ಯರ್ಥಿಗಳು ಇಂಗ್ಲಿಷ್ ಹಿಂದಿ ಶೀಘ್ರಲಿಪಿ ಹೊಂದಿರುವವರು ಅರ್ಜಿ ಸಲ್ಲಿಸಬಹುದು. ವೆಬ್‌ಸೈಟ್ https://ssc.gov.in or www.ssckkr.kar.nic.in ಮೂಲಕ ಆನ್‌ಲೈನ್‌ನಲ್ಲಿ ಅರ್ಜಿ ಸಲ್ಲಿಸಬಹುದಾಗಿದೆ. ಅರ್ಹ ಅಭ್ಯರ್ಥಿಗಳಿಗೆ ಗ್ರೇಡ್-ಸಿ ಹುದ್ದೆಗೆ 18 ರಿಂದ 30 ವರ್ಷ, ಗ್ರೇಡ್-ಡಿ ಹುದ್ದೆಗೆ 18 ರಿಂದ 27 ವರ್ಷ ವಯೋಮಿತಿ ಹೊಂದಿರಬೇಕು. ಹೆಚ್ಚಿನ ಮಾಹಿತಿಗಾಗಿ ವೆಬ್‌ಸೈಟ್ https://ssc.gov.in ಅಥವಾ www.ssckkr.kar.nic.in ಗಳನ್ನು ವೀಕ್ಷಿಸಬಹುದು. ದೂರವಾಣಿ ಸಂಖ್ಯೆ :080-2527342/25502520 ಅಥವಾ 080-25520653 ಗೆ ಸಂಪರ್ಕಿಸುವಂತೆ ಪ್ರಕಟಣೆಯಲ್ಲಿ ತಿಳಿಸಿದ್ದಾರೆ.	[368, 1362, 928, 1410]
article-body-col1	[368, 1018, 496, 1182]
